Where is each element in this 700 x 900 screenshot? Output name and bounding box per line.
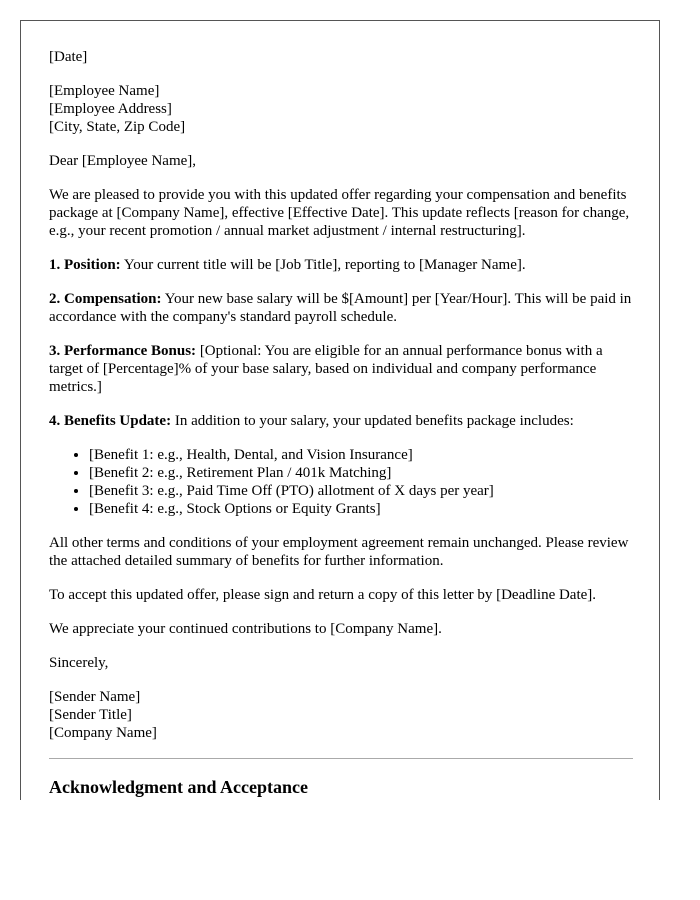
letter-page bbox=[20, 20, 660, 800]
closing-line: Sincerely, bbox=[49, 655, 109, 671]
accept-paragraph: To accept this updated offer, please sign and return a copy of this letter by [Deadline Date]. bbox=[49, 587, 597, 603]
benefits-text: In addition to your salary, your updated benefits package includes: bbox=[171, 413, 574, 429]
benefits-section bbox=[49, 412, 633, 430]
sender-name: [Sender Name] bbox=[49, 689, 141, 705]
date-line bbox=[49, 48, 633, 66]
acknowledgment-heading: Acknowledgment and Acceptance bbox=[49, 777, 308, 797]
compensation-text: Your new base salary will be $[Amount] per [Year/Hour]. This will be paid in accordance with the company's standard payroll schedule. bbox=[49, 291, 632, 325]
recipient-street: [Employee Address] bbox=[49, 101, 172, 117]
benefit-item: • [Benefit 1: e.g., Health, Dental, and Vision Insurance] bbox=[89, 446, 633, 464]
sender-title: [Sender Title] bbox=[49, 707, 132, 723]
recipient-address bbox=[49, 82, 633, 136]
letter-body bbox=[49, 48, 633, 798]
position-label: 1. Position: bbox=[49, 257, 121, 273]
intro-paragraph: We are pleased to provide you with this updated offer regarding your compensation and benefits package at [Company Name], effective [Effective Date]. This update reflects [reason for change, e.g., your recent promotion / annual market adjustment / internal restructuring]. bbox=[49, 187, 630, 239]
signature-block bbox=[49, 688, 633, 742]
benefit-item: • [Benefit 2: e.g., Retirement Plan / 401k Matching] bbox=[89, 464, 633, 482]
letter-date: [Date] bbox=[49, 49, 88, 65]
bonus-section bbox=[49, 342, 633, 396]
recipient-city-state-zip: [City, State, Zip Code] bbox=[49, 119, 186, 135]
bonus-label: 3. Performance Bonus: bbox=[49, 343, 197, 359]
recipient-name: [Employee Name] bbox=[49, 83, 160, 99]
terms-paragraph: All other terms and conditions of your employment agreement remain unchanged. Please review the attached detailed summary of benefits for further information. bbox=[49, 535, 629, 569]
benefit-item: • [Benefit 4: e.g., Stock Options or Equity Grants] bbox=[89, 500, 633, 518]
position-section bbox=[49, 256, 633, 274]
benefit-item: • [Benefit 3: e.g., Paid Time Off (PTO) allotment of X days per year] bbox=[89, 482, 633, 500]
benefits-label: 4. Benefits Update: bbox=[49, 413, 172, 429]
section-divider bbox=[49, 758, 633, 759]
compensation-section bbox=[49, 290, 633, 326]
salutation: Dear [Employee Name], bbox=[49, 153, 197, 169]
appreciation-paragraph: We appreciate your continued contributions to [Company Name]. bbox=[49, 621, 442, 637]
bonus-text: [Optional: You are eligible for an annual performance bonus with a target of [Percentage]% of your base salary, based on individual and company performance metrics.] bbox=[49, 343, 603, 395]
benefits-list bbox=[49, 446, 633, 518]
position-text: Your current title will be [Job Title], reporting to [Manager Name]. bbox=[120, 257, 526, 273]
sender-company: [Company Name] bbox=[49, 725, 157, 741]
compensation-label: 2. Compensation: bbox=[49, 291, 162, 307]
